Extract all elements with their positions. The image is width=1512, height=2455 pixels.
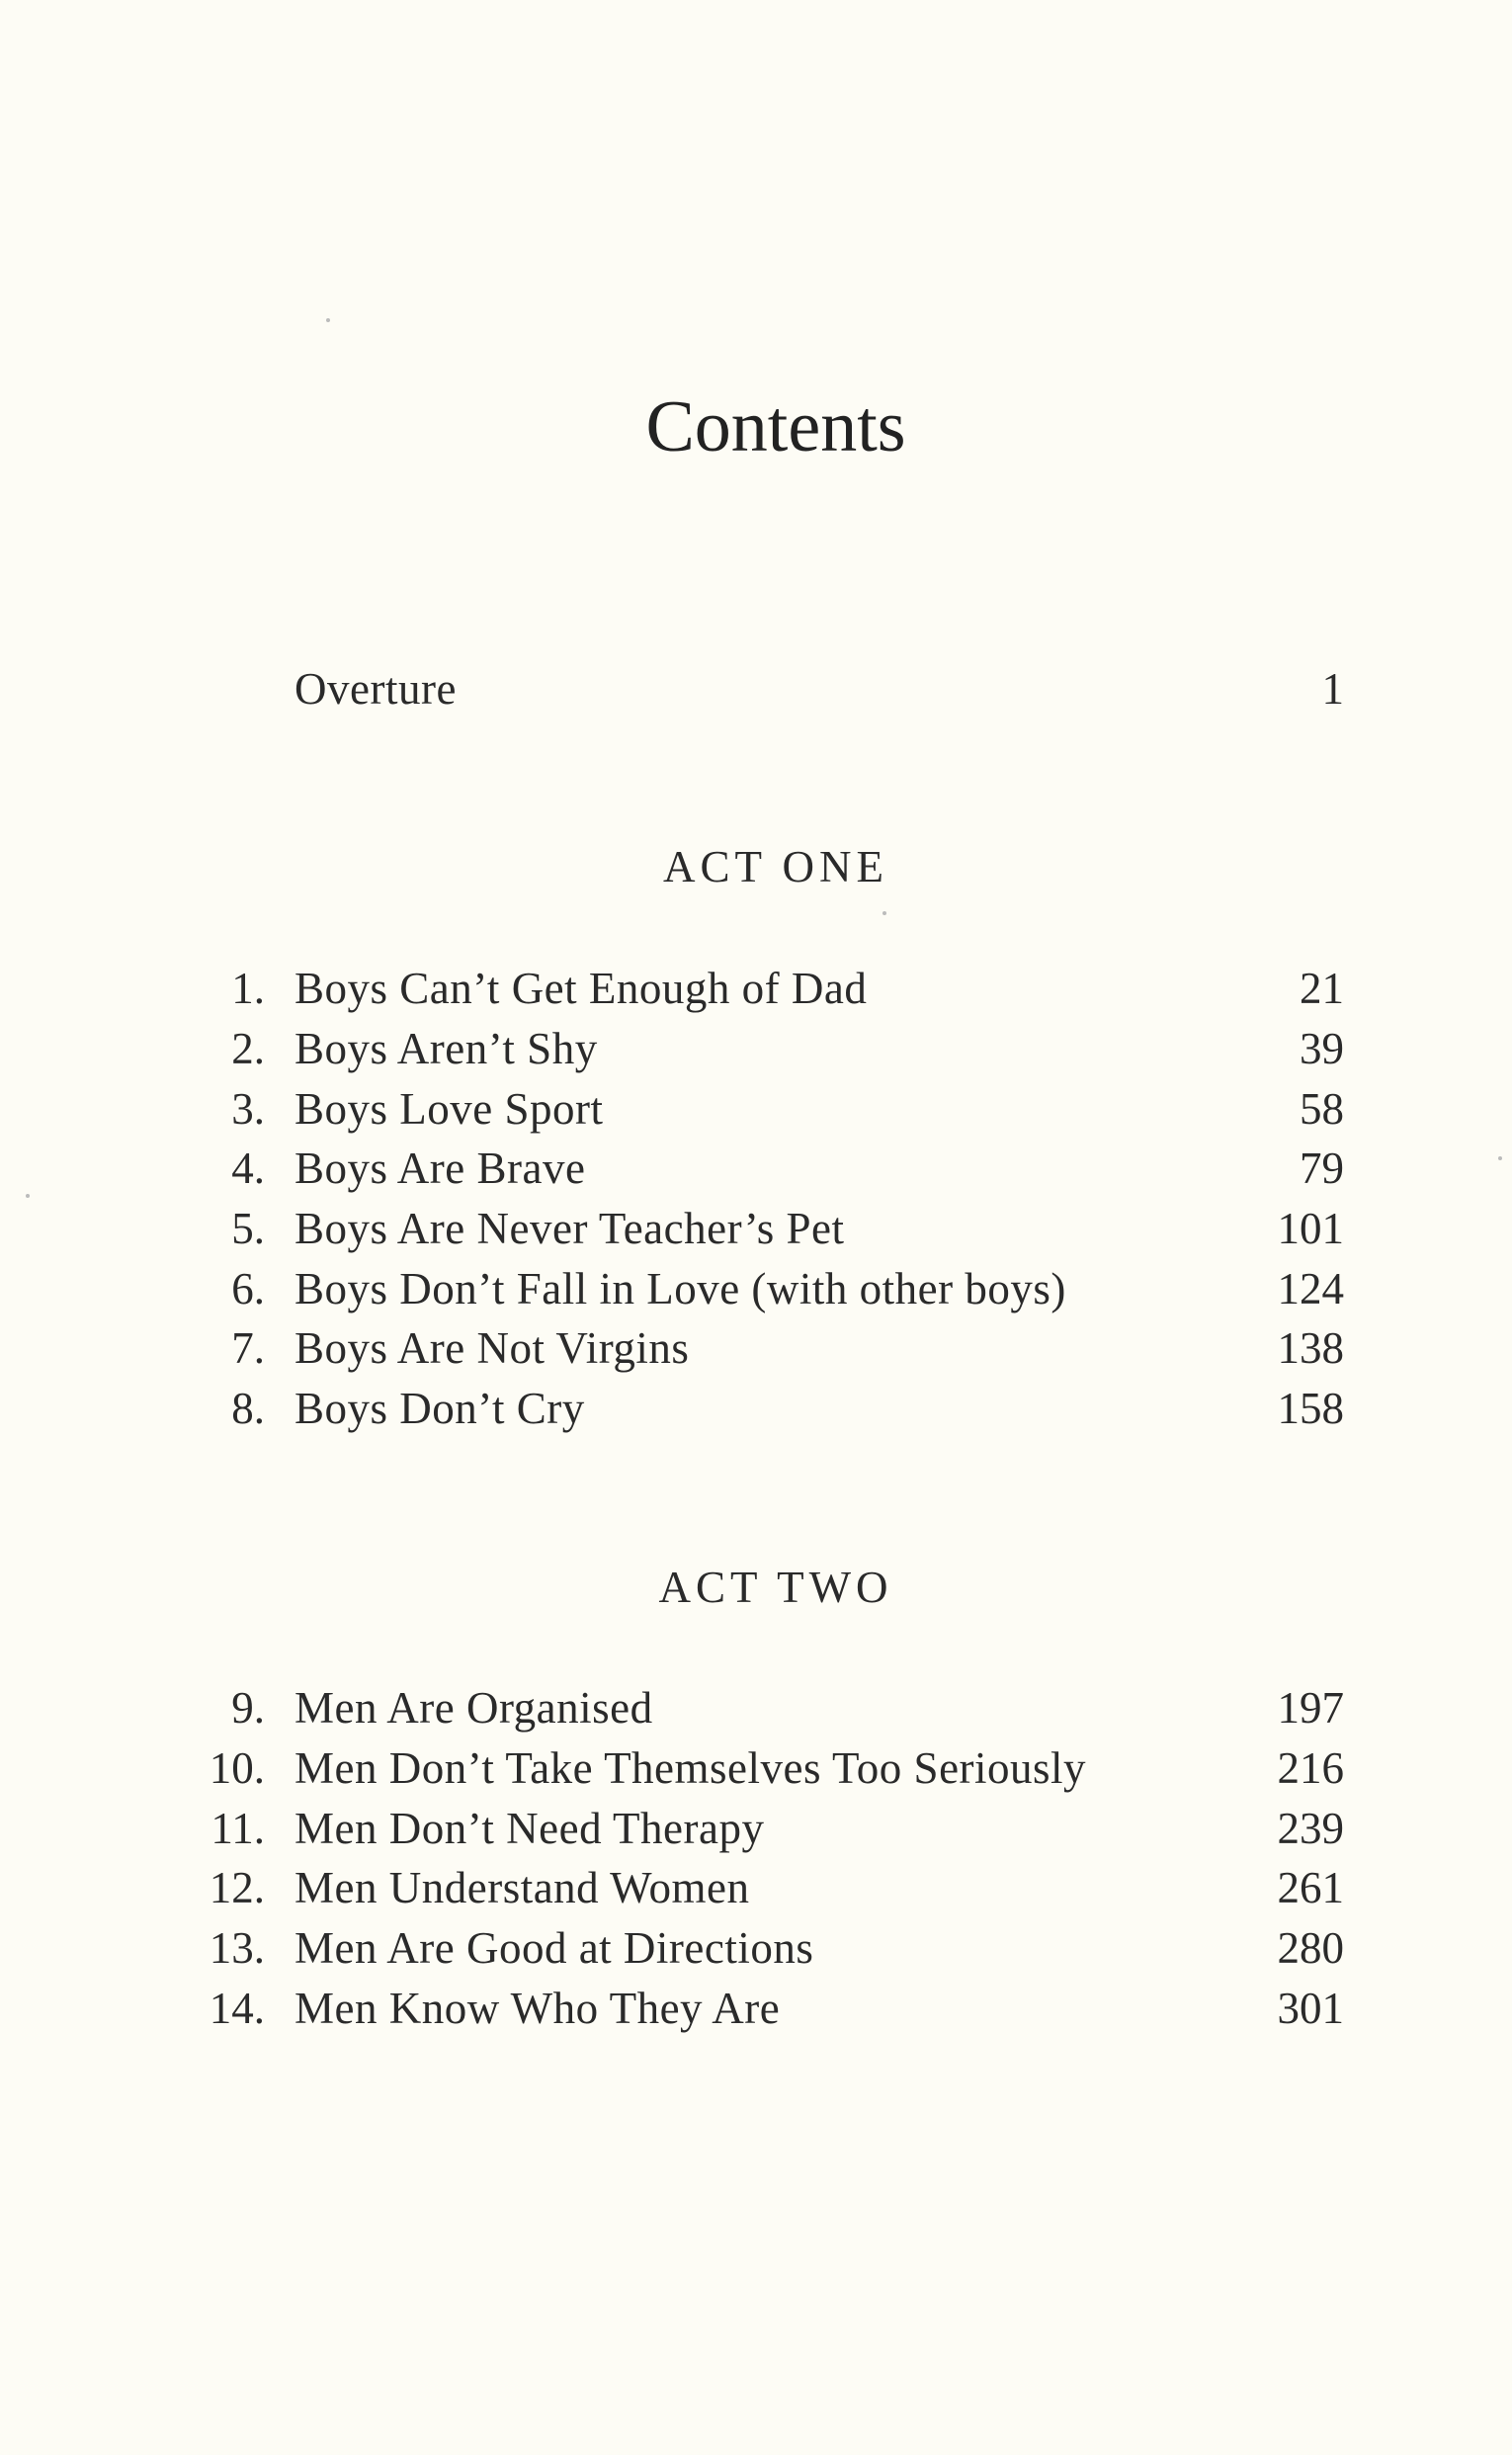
toc-entry-overture[interactable]	[0, 659, 1512, 720]
toc-entry-page: 79	[1300, 1143, 1344, 1193]
toc-entry[interactable]	[0, 1979, 1512, 2039]
toc-entry-number: 5.	[231, 1204, 265, 1253]
toc-entry-number: 14.	[209, 1984, 265, 2033]
toc-entry[interactable]	[0, 1079, 1512, 1140]
toc-entry-number: 11.	[210, 1804, 265, 1853]
toc-entry-number: 7.	[231, 1323, 265, 1373]
toc-entry-number: 6.	[231, 1264, 265, 1313]
toc-entry-label: Men Don’t Need Therapy	[294, 1804, 765, 1853]
toc-entry[interactable]	[0, 1379, 1512, 1439]
toc-entry-number: 2.	[231, 1024, 265, 1073]
toc-entry-page: 216	[1277, 1743, 1344, 1793]
page-title: Contents	[645, 386, 906, 467]
toc-entry-number: 4.	[231, 1143, 265, 1193]
toc-entry[interactable]	[0, 1139, 1512, 1199]
toc-entry-label: Men Are Good at Directions	[294, 1923, 814, 1973]
toc-entry-label: Boys Are Not Virgins	[294, 1323, 690, 1373]
toc-entry-page: 197	[1277, 1683, 1344, 1733]
toc-entry[interactable]	[0, 1199, 1512, 1259]
toc-entry[interactable]	[0, 1738, 1512, 1799]
toc-entry-label: Men Know Who They Are	[294, 1984, 781, 2033]
toc-entry-page: 280	[1277, 1923, 1344, 1973]
toc-entry-number: 13.	[209, 1923, 265, 1973]
toc-entry-label: Boys Love Sport	[294, 1084, 604, 1134]
scan-speck	[882, 911, 886, 915]
toc-entry-number: 3.	[231, 1084, 265, 1134]
toc-entry-label: Men Understand Women	[294, 1863, 750, 1912]
toc-entry-page: 261	[1277, 1863, 1344, 1912]
toc-entry-page: 39	[1300, 1024, 1344, 1073]
toc-entry-page: 124	[1277, 1264, 1344, 1313]
toc-entry-number: 8.	[231, 1384, 265, 1433]
toc-entry-page: 138	[1277, 1323, 1344, 1373]
act-one-heading: ACT ONE	[663, 842, 888, 891]
act-two-heading: ACT TWO	[658, 1563, 893, 1612]
toc-entry-page: 21	[1300, 964, 1344, 1013]
toc-entry[interactable]	[0, 959, 1512, 1019]
toc-entry[interactable]	[0, 1259, 1512, 1319]
scan-speck	[26, 1194, 30, 1198]
scan-speck	[1498, 1156, 1502, 1160]
toc-entry-label: Overture	[294, 664, 457, 714]
toc-entry[interactable]	[0, 1678, 1512, 1738]
toc-entry[interactable]	[0, 1318, 1512, 1379]
toc-entry-number: 9.	[231, 1683, 265, 1733]
toc-entry-label: Men Don’t Take Themselves Too Seriously	[294, 1743, 1087, 1793]
scan-speck	[326, 318, 330, 322]
toc-entry-number: 10.	[209, 1743, 265, 1793]
toc-entry-page: 58	[1300, 1084, 1344, 1134]
toc-entry[interactable]	[0, 1918, 1512, 1979]
toc-entry-number: 12.	[209, 1863, 265, 1912]
toc-entry-page: 239	[1277, 1804, 1344, 1853]
toc-entry-page: 1	[1321, 664, 1344, 714]
toc-entry-label: Men Are Organised	[294, 1683, 653, 1733]
toc-entry-page: 101	[1277, 1204, 1344, 1253]
toc-entry-number: 1.	[231, 964, 265, 1013]
toc-entry-label: Boys Aren’t Shy	[294, 1024, 598, 1073]
toc-entry-label: Boys Are Never Teacher’s Pet	[294, 1204, 845, 1253]
toc-entry-page: 301	[1277, 1984, 1344, 2033]
toc-entry-page: 158	[1277, 1384, 1344, 1433]
toc-entry-label: Boys Don’t Fall in Love (with other boys)	[294, 1264, 1066, 1313]
toc-entry[interactable]	[0, 1799, 1512, 1859]
toc-entry-label: Boys Don’t Cry	[294, 1384, 585, 1433]
toc-entry-label: Boys Can’t Get Enough of Dad	[294, 964, 868, 1013]
toc-entry-label: Boys Are Brave	[294, 1143, 586, 1193]
toc-entry[interactable]	[0, 1019, 1512, 1079]
toc-entry[interactable]	[0, 1858, 1512, 1918]
